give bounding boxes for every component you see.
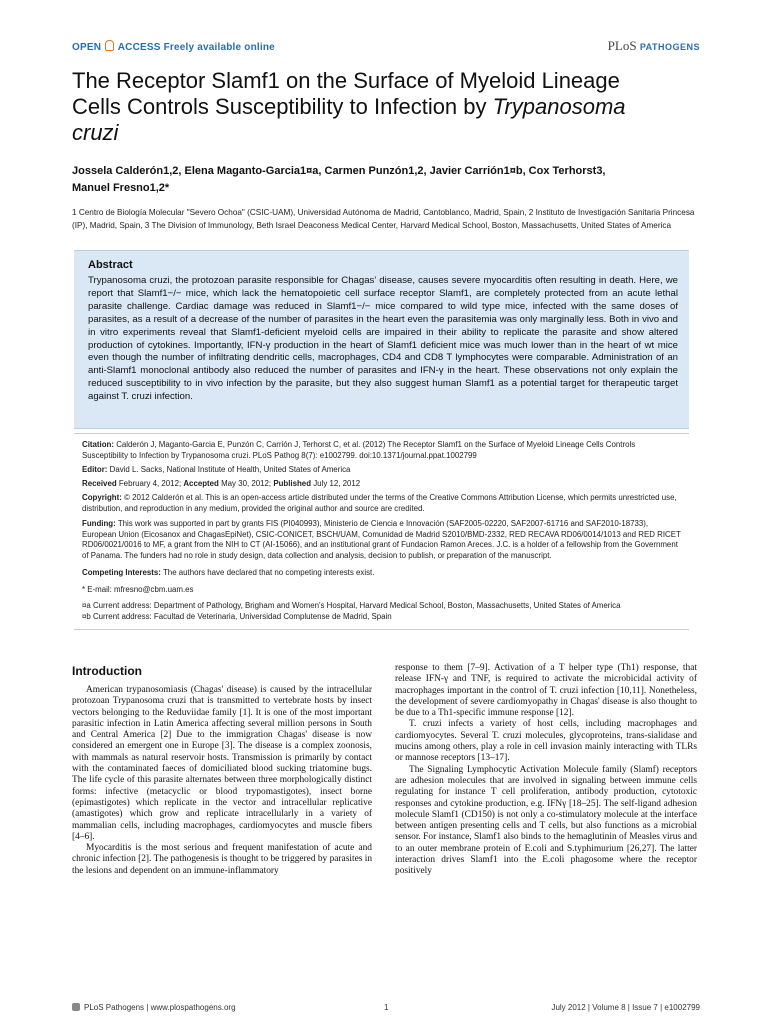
editor: Editor: David L. Sacks, National Institute of Health, United States of America [82,465,351,474]
abstract-heading: Abstract [88,259,133,271]
article-metadata [74,433,689,630]
paragraph: American trypanosomiasis (Chagas' disease) is caused by the intracellular protozoan Trypanosoma cruzi that is transmitted to vertebrate hosts by insect vectors belonging to the Reduviidae family [1]. It is one of the most important parasitic infection in Latin America affecting several million persons in South and Central America [2] Due to the immigration Chagas' disease is now considered an emergent one in Europe [3]. The disease is a complex zoonosis, with mammals as natural reservoir hosts. Transmission is primarily by contact with the contaminated faeces of domiciliated blood sucking triatomine bugs. The life cycle of this parasite alternates between three morphologically distinct forms: infective (metacyclic or blood trypomastigotes), insect borne (epimastigotes) which replicate in the vector and intracellular replicative (amastigotes) which grow and replicate intracellularly in a variety of mammalian cells, including macrophages, cardiomyocytes and muscle fibers [4–6]. [72,685,372,842]
plos-logo-icon [72,1003,80,1011]
right-column [395,663,697,878]
footer-issue: July 2012 | Volume 8 | Issue 7 | e1002799 [551,1003,700,1012]
paragraph: The Signaling Lymphocytic Activation Molecule family (Slamf) receptors are adhesion molecules that are involved in signaling between immune cells regulating for instance T cell proliferation, antibody production, cytotoxic responses and cytokine production, e.g. IFNγ [18–25]. The self-ligand adhesion molecule Slamf1 (CD150) is not only a co-stimulatory molecule at the interface between antigen presenting cells and T cells, but also functions as a microbial sensor. For instance, Slamf1 also binds to the hemaglutinin of Measles virus and to an outer membrane protein of E.coli and S.typhimurium [26,27]. The latter interaction drives Slamf1 into the E.coli phagosome where the receptor positively [395,764,697,877]
section-heading: Introduction [72,664,142,678]
page-number: 1 [384,1003,389,1012]
current-address-a: ¤a Current address: Department of Pathology, Brigham and Women's Hospital, Harvard Medical School, Boston, Massachusetts, United States of America [82,601,621,610]
current-address-b: ¤b Current address: Facultad de Veterinaria, Universidad Complutense de Madrid, Spain [82,612,392,621]
article-title: The Receptor Slamf1 on the Surface of Myeloid Lineage Cells Controls Susceptibility to Infection by Trypanosoma cruzi [72,68,626,145]
copyright: Copyright: © 2012 Calderón et al. This is an open-access article distributed under the terms of the Creative Commons Attribution License, which permits unrestricted use, distribution, and reproduction in any medium, provided the original author and source are credited. [82,493,677,513]
left-column [72,685,372,877]
abstract-text: Trypanosoma cruzi, the protozoan parasite responsible for Chagas' disease, causes severe myocarditis often resulting in death. Here, we report that Slamf1−/− mice, which lack the hematopoietic cell surface receptor Slamf1, are completely protected from an acute lethal parasite challenge. Cardiac damage was reduced in Slamf1−/− mice compared to wild type mice, infected with the same doses of parasites, as a result of a decrease of the number of parasites in the heart even the parasitemia was only marginally less. Both in vivo and in vitro experiments reveal that Slamf1-deficient myeloid cells are impaired in their ability to replicate the parasite and show altered production of cytokines. Importantly, IFN-γ production in the heart of Slamf1 deficient mice was much lower than in the heart of wt mice even though the number of infiltrating dendritic cells, macrophages, CD4 and CD8 T lymphocytes were comparable. Administration of an anti-Slamf1 monoclonal antibody also reduced the number of parasites and IFN-γ in the heart. These observations not only explain the reduced susceptibility to in vivo infection by the parasite, but they also suggest human Slamf1 as a potential target for therapeutic target against T. cruzi infection. [88,275,678,403]
open-lock-icon [105,40,114,51]
journal-header [72,38,700,58]
open-access-banner: OPEN ACCESS Freely available online [72,42,275,53]
dates: Received February 4, 2012; Accepted May 30, 2012; Published July 12, 2012 [82,479,361,488]
journal-logo: PLoS PATHOGENS [607,38,700,53]
email-link[interactable]: * E-mail: mfresno@cbm.uam.es [82,585,194,594]
author-list: Jossela Calderón1,2, Elena Maganto-Garcia1¤a, Carmen Punzón1,2, Javier Carrión1¤b, Cox Terhorst3, Manuel Fresno1,2* [72,165,606,194]
affiliations: 1 Centro de Biología Molecular "Severo Ochoa" (CSIC-UAM), Universidad Autónoma de Madrid, Cantoblanco, Madrid, Spain, 2 Instituto de Investigación Sanitaria Princesa (IP), Madrid, Spain, 3 The Division of Immunology, Beth Israel Deaconess Medical Center, Harvard Medical School, Boston, Massachusetts, United States of America [72,208,695,230]
abstract-box [74,250,689,429]
competing-interests: Competing Interests: The authors have declared that no competing interests exist. [82,568,375,577]
paragraph: Myocarditis is the most serious and frequent manifestation of acute and chronic infection [2]. The pathogenesis is thought to be triggered by parasites in the lesions and dependent on an immune-inflammatory [72,843,373,876]
footer-journal: PLoS Pathogens | www.plospathogens.org [72,1003,236,1012]
paragraph: response to them [7–9]. Activation of a T helper type (Th1) response, that release IFN-γ and TNF, is required to activate the microbicidal activity of macrophages important in the control of T. cruzi infection [10,11]. Nonetheless, the development of severe cardiomyopathy in Chagas' disease is also thought to be due to a Th1-specific immune response [12]. [395,663,697,719]
citation: Citation: Calderón J, Maganto-Garcia E, Punzón C, Carrión J, Terhorst C, et al. (2012) The Receptor Slamf1 on the Surface of Myeloid Lineage Cells Controls Susceptibility to Infection by Trypanosoma cruzi. PLoS Pathog 8(7): e1002799. doi:10.1371/journal.ppat.1002799 [82,440,636,460]
funding: Funding: This work was supported in part by grants FIS (PI040993), Ministerio de Ciencia e Innovación (SAF2005-02220, SAF2007-61716 and SAF2010-18733), European Union (Eicosanox and ChagasEpiNet), CSIC-CONICET, BSCH/UAM, Comunidad de Madrid S2010/BMD-2332, RED RECAVA RD06/0014/1013 and RED RICET RD06/0021/0016 to MF, a grant from the NIH to CT (AI-15066), and an institutional grant of Fundacion Ramon Areces. J.C. is a holder of a fellowship from the Government of Panama. The funders had no role in study design, data collection and analysis, decision to publish, or preparation of the manuscript. [82,519,681,561]
paragraph: T. cruzi infects a variety of host cells, including macrophages and cardiomyocytes. Several T. cruzi molecules, glycoproteins, trans-sialidase and mucins among others, play a role in cell invasion mainly interacting with TLRs or mannose receptors [13–17]. [395,719,697,764]
